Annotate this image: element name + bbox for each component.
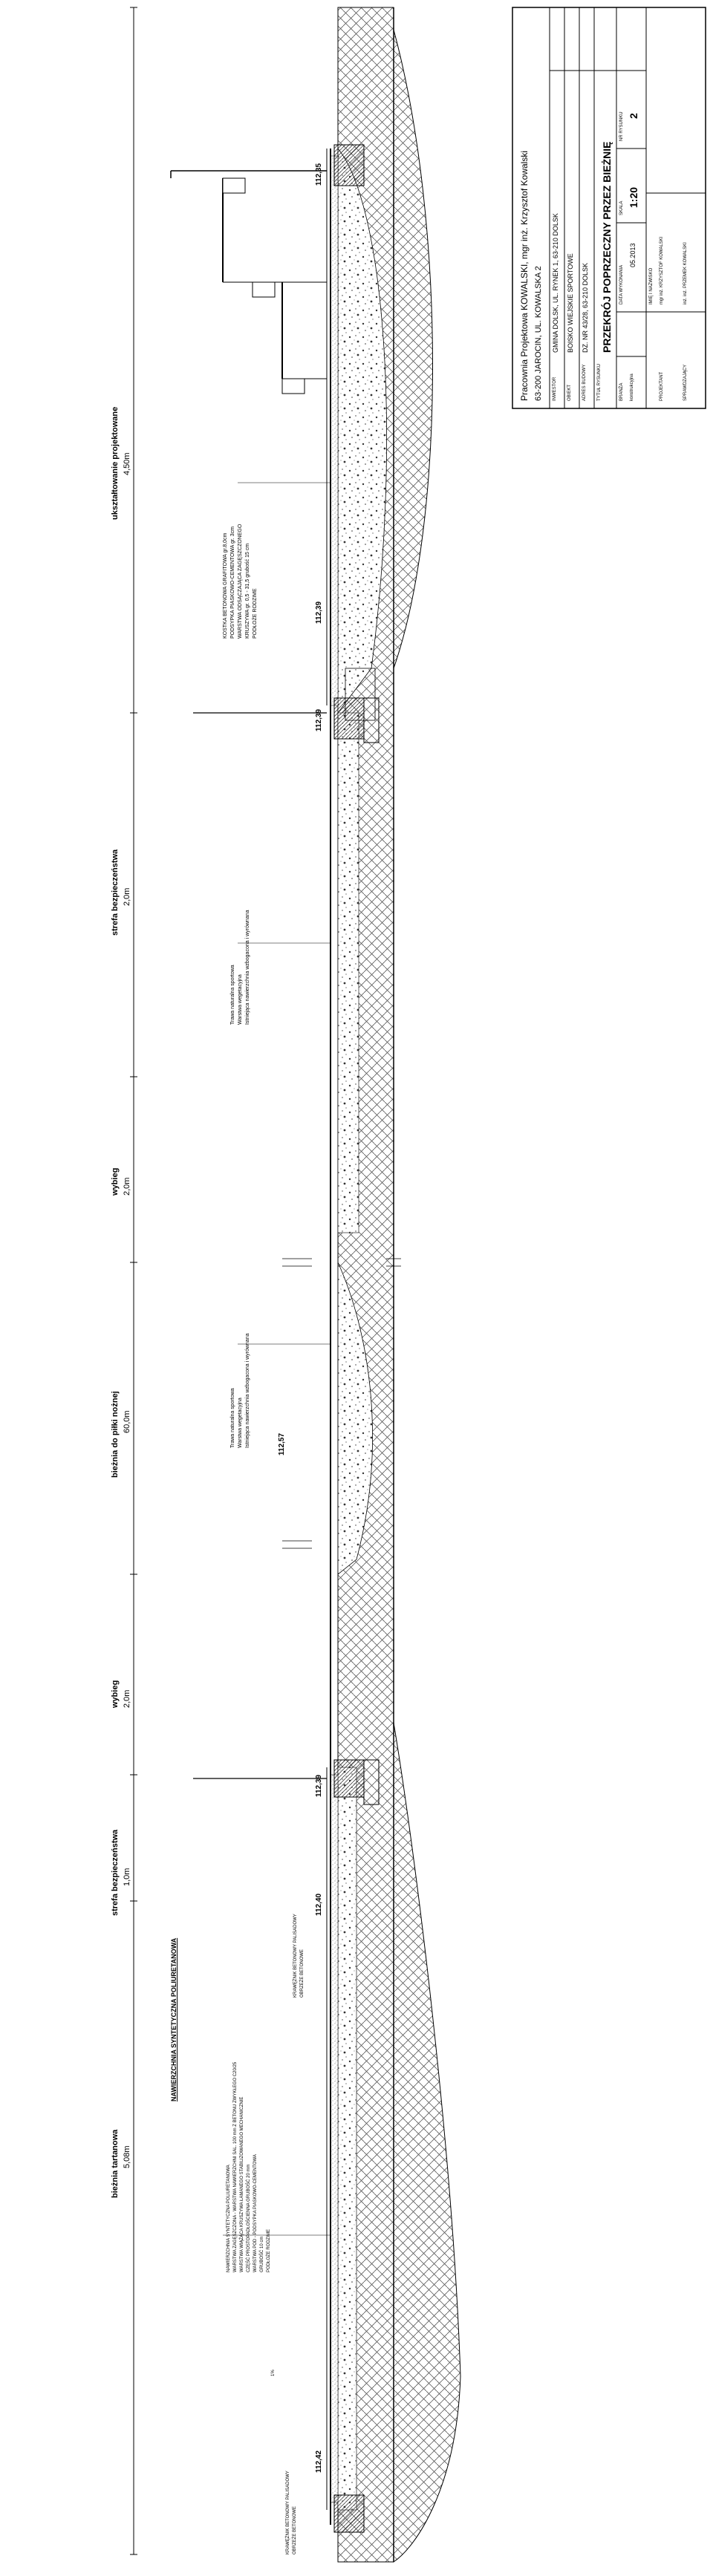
sheet-number-label: NR RYSUNKU — [619, 111, 624, 141]
grass-callout: Warstwa wegetacyjna — [238, 974, 243, 1025]
checker: inż. inż. PRZEMEK KOWALSKI — [683, 242, 688, 304]
drawing-title-label: TYTUŁ RYSUNKU — [597, 364, 602, 401]
scale: 1:20 — [628, 186, 639, 208]
zone-6-width: 1,0m — [123, 1868, 131, 1886]
zone-4-name: bieżnia do piłki nożnej — [111, 1391, 120, 1478]
elevation-label: 112,39 — [315, 708, 323, 731]
track-callout: WARSTWA POD - PODSYPKA PIASKOWO-CEMENTOWA — [253, 2154, 258, 2272]
investor-label: INWESTOR — [553, 376, 557, 401]
track-callout: PODŁOŻE RODZIME — [267, 2228, 271, 2272]
sand-bedding-layer — [331, 156, 338, 2502]
track-callout: NAWIERZCHNIA SYNTETYCZNA POLIURETANOWA — [227, 2165, 231, 2272]
grass-callout: Warstwa wegetacyjna — [238, 1398, 243, 1448]
zone-4-width: 60,0m — [123, 1410, 131, 1433]
bench-structure — [171, 171, 327, 394]
zone-3-name: wybieg — [111, 1167, 120, 1196]
zone-6-name: strefa bezpieczeństwa — [111, 1829, 120, 1916]
date-label: DATA WYKONANIA — [619, 264, 624, 304]
zone-2-name: strefa bezpieczeństwa — [111, 849, 120, 936]
layer-callout: PODŁOŻE RODZIME — [253, 588, 258, 639]
elevation-label: 112,39 — [315, 1774, 323, 1797]
site-address-label: ADRES BUDOWY — [582, 364, 587, 401]
sheet-number: 2 — [628, 113, 639, 119]
track-callout: GRUBOŚĆ 10 cm — [260, 2236, 264, 2272]
curb-label: OBRZEŻE BETONOWE — [300, 1949, 305, 1998]
elevation-label: 112,40 — [315, 1893, 323, 1916]
dimension-line — [130, 7, 137, 2554]
branch-label: BRANŻA — [619, 382, 624, 401]
designer: mgr inż. KRZYSZTOF KOWALSKI — [660, 236, 664, 304]
grass-callout: Trawa naturalna sportowa — [230, 1388, 235, 1448]
track-title: NAWIERZCHNIA SYNTETYCZNA POLIURETANOWA — [170, 1937, 178, 2101]
investor: GMINA DOLSK, UL. RYNEK 1, 63-210 DOLSK — [552, 213, 559, 353]
curb-label: KRAWĘŻNIK BETONOWY PALISADOWY — [286, 2471, 290, 2554]
grass-callout: Istniejąca nawierzchnia wzbogacona i wyrównana — [245, 1333, 250, 1448]
layer-callout: KRUSZYWA gr. 0,5 - 31,5 grubość 15 cm — [245, 543, 250, 639]
track-callout: WARSTWA ZAGĘSZCZONA - WARSTWA NAWIERZCHNI SAL. 100 mm Z BETONU ZWYKŁEGO C20/25 — [233, 2061, 238, 2272]
layer-callout: KOSTKA BETONOWA GRAFITOWA gr.8,0cm — [223, 532, 228, 639]
grass-callout: Trawa naturalna sportowa — [230, 965, 235, 1025]
zone-5-width: 2,0m — [123, 1689, 131, 1708]
surface-line — [327, 149, 331, 2525]
leader-lines — [223, 483, 331, 2235]
office-address: 63-200 JAROCIN, UL. KOWALSKA 2 — [534, 266, 543, 401]
site-address: DZ. NR 43/28, 63-210 DOLSK — [582, 262, 589, 353]
name-column-label: IMIĘ I NAZWISKO — [649, 267, 654, 304]
elevation-label: 112,35 — [315, 163, 323, 186]
elevation-label: 112,39 — [315, 601, 323, 624]
track-callout: WARSTWA WIĄŻĄCA KRUSZYWA ŁAMANEGO STABILIZOWANEGO MECHANICZNIE — [240, 2096, 244, 2272]
zone-5-name: wybieg — [111, 1680, 120, 1708]
elevation-label: 112,42 — [315, 2450, 323, 2473]
slope-label: 1% — [271, 2370, 276, 2376]
date: 05.2013 — [629, 243, 637, 267]
soil-mound-profile — [394, 30, 460, 2562]
scale-label: SKALA — [619, 200, 624, 215]
curb-label: OBRZEŻE BETONOWE — [293, 2506, 297, 2554]
designer-label: PROJEKTANT — [660, 371, 664, 401]
object: BOISKO WIEJSKIE SPORTOWE — [567, 253, 574, 353]
zone-1-width: 4,50m — [123, 452, 131, 475]
zone-2-width: 2,0m — [123, 887, 131, 906]
layer-callout: WARSTWA ODSĄCZAJĄCA ZAGĘSZCZONEGO — [238, 524, 243, 639]
track-callout: CZĘŚĆ PROSTOPADŁOŚCIENNA GRUBOŚĆ 20 mm — [247, 2164, 251, 2272]
curb-label: KRAWĘŻNIK BETONOWY PALISADOWY — [293, 1914, 298, 1998]
grass-callout: Istniejąca nawierzchnia wzbogacona i wyrównana — [245, 910, 250, 1025]
elevation-label: 112,57 — [278, 1432, 286, 1455]
checker-label: SPRAWDZAJĄCY — [683, 364, 688, 401]
zone-3-width: 2,0m — [123, 1177, 131, 1196]
zone-1-name: ukształtowanie projektowane — [111, 406, 120, 520]
layer-callout: PODSYPKA PIASKOWO-CEMENTOWA gr. 3cm — [230, 526, 235, 639]
zone-7-width: 5,08m — [123, 2145, 131, 2168]
drawing-title: PRZEKRÓJ POPRZECZNY PRZEZ BIEŻNIĘ — [601, 141, 613, 353]
office-name: Pracownia Projektowa KOWALSKI, mgr inż. Krzysztof Kowalski — [519, 151, 530, 401]
object-label: OBIEKT — [567, 384, 572, 401]
branch: konstrukcyjna — [630, 374, 634, 401]
zone-7-name: bieżnia tartanowa — [111, 2129, 120, 2198]
